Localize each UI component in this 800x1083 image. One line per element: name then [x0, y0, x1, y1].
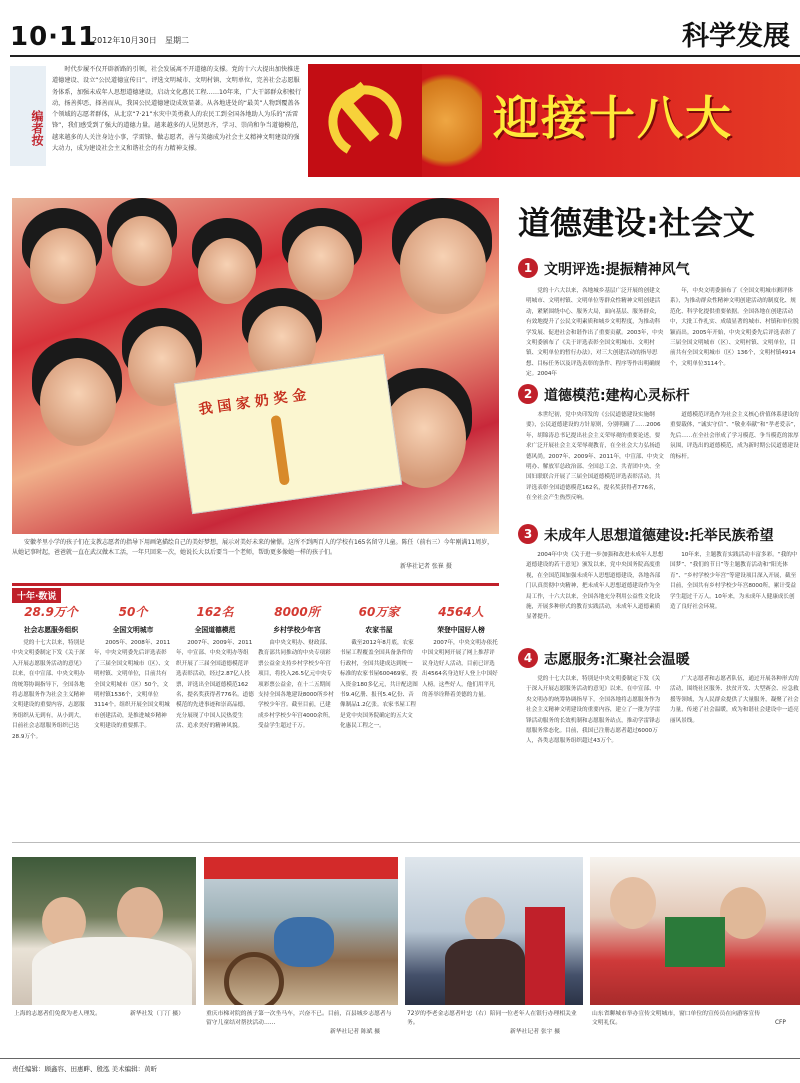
- photo-civility-credit: CFP: [775, 1020, 786, 1026]
- photo-bank: [405, 857, 583, 1005]
- photo-bank-credit: 新华社记者 张宇 摄: [510, 1029, 561, 1035]
- footer-rule: [0, 1058, 800, 1059]
- section-title: 志愿服务:汇聚社会温暖: [544, 652, 690, 668]
- drawing-sign-text: 我 国 家 奶 奖 金: [197, 387, 308, 419]
- section-4-heading: [518, 648, 800, 670]
- editor-note-label: 编者按: [10, 66, 46, 166]
- masthead: [0, 0, 800, 58]
- section-3-col-1: 2004年中央《关于进一步加强和改进未成年人思想道德建设的若干意见》颁发以来，党中央国务院高度重视，在全国范围加强未成年人思想道德建设，各地各部门认真贯彻中央精神，把未成年人思想道德建设作为全局工作，十六大以来，全国各地充分利用公益性文化设施，开展多种形式的教育实践活动，未成年人道德素质显著提升。: [526, 552, 664, 621]
- photo-bank-caption: 72岁的李老金志愿者叶忠（右）陪同一位老年人在银行办理相关业务。: [407, 1011, 577, 1026]
- section-1-col-1: 党的十六大以来，各地城乡基层广泛开展的创建文明城市、文明村镇、文明单位等群众性精神文明创建活动，紧紧围绕中心、服务大局，面向基层、服务群众，有效地提升了公民文明素质和城乡文明程度，为推动科学发展、促进社会和谐作出了重要贡献。2003年，中央文明委颁布了《关于评选表彰全国文明城市、文明村镇、文明单位的暂行办法》，对三大创建活动的指导思想、目标任务以及评选表彰的条件、程序等作出明确规定。2004年: [526, 288, 664, 378]
- section-3-heading: [518, 524, 800, 546]
- section-title: 文明评选:提振精神风气: [544, 262, 690, 278]
- section-3-col-2: 10年来，主题教育实践活动丰富多彩。“我的中国梦”、“我们的节日”等主题教育活动和“阳光体育”、“乡村学校少年宫”等建设项目深入开展，截至目前，全国共有乡村学校少年宫8000所，累计受益学生超过千万人。10年来，为未成年人健康成长创造了良好社会环境。: [670, 552, 798, 611]
- stat-item: [12, 603, 90, 833]
- stats-title-label: 十年·数说: [12, 588, 61, 603]
- stat-item: [94, 603, 172, 833]
- banner-glow: [422, 64, 482, 177]
- stat-value: 8000所: [274, 605, 320, 619]
- section-title: 科学发展: [682, 21, 790, 52]
- stat-value: 50个: [118, 605, 148, 619]
- stat-value: 162名: [196, 605, 234, 619]
- section-number-badge: 4: [518, 648, 538, 668]
- party-flag-image: [308, 64, 422, 177]
- stat-label: 社会志愿服务组织: [23, 626, 79, 634]
- stat-item: [258, 603, 336, 833]
- photo-civility: [590, 857, 800, 1005]
- issue-date: 2012年10月30日: [92, 36, 157, 45]
- section-number-badge: 1: [518, 258, 538, 278]
- stats-heading: [12, 583, 499, 600]
- stat-text: 2005年、2008年、2011年，中央文明委先后评选表彰了三届全国文明城市（区）、文明村镇、文明单位，目前共有全国文明城市（区）50个，文明村镇1536个，文明单位3114个。组织开展全国文明城市创建活动，是推进城乡精神文明建设的重要抓手。: [94, 640, 171, 730]
- stat-label: 荣登中国好人榜: [437, 626, 485, 634]
- section-4-col-1: 党的十七大以来，特别是中央文明委制定下发《关于深入开展志愿服务活动的意见》以来，在中宣部、中央文明办的统筹协调指导下，全国各地将志愿服务作为社会主义精神文明建设的重要内容，建立了一批为学雷锋活动服务的长效机制和志愿服务站点，推动学雷锋志愿服务常态化。目前，我国已注册志愿者超过6000万人，各类志愿服务组织超过43万个。: [526, 676, 661, 745]
- drawing-sheet: [174, 354, 402, 514]
- main-photo: [12, 198, 499, 534]
- section-title: 未成年人思想道德建设:托举民族希望: [544, 528, 774, 544]
- hammer-sickle-icon: [308, 64, 422, 177]
- section-2-heading: [518, 384, 800, 406]
- photo-haircut-caption: 上海的志愿者们免费为老人理发。: [14, 1011, 101, 1017]
- page-number: 10·11: [10, 22, 98, 52]
- stat-value: 28.9万个: [24, 605, 78, 619]
- stat-label: 全国文明城市: [112, 626, 154, 634]
- photo-haircut: [12, 857, 196, 1005]
- section-1-heading: [518, 258, 800, 280]
- photo-horse-cart-credit: 新华社记者 陈斌 摄: [330, 1029, 381, 1035]
- section-2-col-2: 道德模范评选作为社会主义核心价值体系建设的重要载体，“诚实守信”、“敬业奉献”和“孝老爱亲”，先后……在全社会形成了学习模范、争当模范的浓厚氛围，评选出的道德模范，成为新时期公民道德建设的标杆。: [670, 412, 800, 460]
- section-number-badge: 3: [518, 524, 538, 544]
- photo-haircut-credit: 新华社发（丁汀 摄）: [130, 1011, 185, 1017]
- main-photo-credit: 新华社记者 张崔 摄: [400, 563, 452, 570]
- photo-horse-cart-caption: 重庆市梯对院的孩子第一次坐马车，兴奋不已。目前，百县城乡志愿者与留守儿童结对帮扶活动……: [206, 1011, 392, 1026]
- stat-value: 60万家: [358, 605, 400, 619]
- stat-item: [340, 603, 418, 833]
- stat-label: 农家书屋: [365, 626, 393, 634]
- congress-banner: [308, 64, 800, 177]
- stat-text: 2007年、2009年、2011年，中宣部、中央文明办等组织开展了三届全国道德模范评选表彰活动，经过2.87亿人投票，评选出全国道德模范162名，提名奖获得者776名。道德模范的先进事迹和崇高品德，充分展现了中国人民热爱生活、追求美好的精神风貌。: [176, 640, 254, 730]
- section-1-col-2: 年，中央文明委颁布了《全国文明城市测评体系》，为推动群众性精神文明创建活动的制度化、规范化、科学化提供重要依据。全国各地在创建活动中，大批工作扎实、成绩显著的城市、村镇和单位脱颖而出。2005年开始，中央文明委先后评选表彰了三届全国文明城市（区）、文明村镇、文明单位，目前共有全国文明城市（区）136个，文明村镇4914个，文明单位3114个。: [670, 288, 799, 367]
- stat-text: 2007年，中央文明办依托中国文明网开展了网上推荐评议身边好人活动，目前已评选出4564名身边好人登上中国好人榜。这些好人，他们用平凡的善举诠释着美德的力量。: [422, 640, 498, 699]
- photo-horse-cart: [204, 857, 398, 1005]
- stat-item: [176, 603, 254, 833]
- stat-value: 4564人: [438, 605, 484, 619]
- editor-note-text: 时代步履不仅开辟新路的引领，社会发展离不开道德的支撑。党的十六大提出加快推进道德建设、设立“公民道德宣传日”、评选文明城市、文明村镇、文明单位，完善社会志愿服务体系，加强未成年人思想道德建设，启动文化惠民工程……10年来，广大干部群众积极行动，扬善抑恶，择善而从，我国公民道德建设成效显著。从各地进处的“最美”人物到覆盖各个领域的志愿者群体，从北京“7·21”水灾中美勇救人的农民工到全国各地助人为乐的“活雷锋”，我们感受到了强大的道德力量。越来越多的人见贤思齐，学习、崇尚和争当道德模范，越来越多的人关注身边小事，学雷锋、做志愿者，善与美德成为社会主义精神文明建设的强大动力，成为建设社会主义和谐社会的有力精神支撑。: [52, 66, 303, 153]
- stat-label: 乡村学校少年宫: [273, 626, 321, 634]
- stat-text: 由中央文明办、财政部、教育部共同推动的中央专项彩票公益金支持乡村学校少年宫项目，将投入26.5亿元中央专项彩票公益金，在十二五期间支持全国各地建设8000所乡村学校少年宫。截至目前，已建成乡村学校少年宫4000余所，受益学生超过千万。: [258, 640, 334, 730]
- section-2-col-1: 本世纪初，党中央印发的《公民道德建设实施纲要》，公民道德建设的方针原则，分别明确了……2006年，胡锦涛总书记提出社会主义荣辱观的重要论述，要求广泛开展社会主义荣辱观教育，在全社会大力弘扬道德风尚。2007年、2009年、2011年，中宣部、中央文明办、解放军总政治部、全国总工会、共青团中央、全国妇联联合开展了三届全国道德模范评选表彰活动，共评选表彰全国道德模范162名，提名奖获得者776名，在全社会产生热烈反响。: [526, 412, 664, 502]
- issue-weekday: 星期二: [165, 36, 189, 45]
- main-photo-caption: 安徽孝里小学的孩子们在支教志愿者的指导下用画笔描绘自己的美好梦想，展示对美好未来的憧憬。这所不到两百人的学校有165名留守儿童。陈任（前右三）今年刚满11周岁，从她记事时起，爸爸就一直在武汉做木工活，一年只回来一次，她说长大以后要当一个老师，帮助更多像她一样的孩子们。: [12, 539, 494, 556]
- photo-civility-caption: 山东省聊城市举办宣传文明城市，窗口单位的宣传员在向游客宣传文明礼仪。: [592, 1011, 761, 1026]
- masthead-rule: [10, 55, 800, 57]
- article-headline: 道德建设:社会文: [518, 204, 755, 242]
- section-title: 道德模范:建构心灵标杆: [544, 388, 690, 404]
- stat-text: 截至2012年8月底，农家书屋工程覆盖全国具备条件的行政村，全国共建成达到统一标准的农家书屋600469家，投入资金180多亿元，共计配送图书9.4亿册、报刊5.4亿份、音像制品1.2亿张。农家书屋工程是党中央国务院确定的五大文化惠民工程之一。: [340, 640, 418, 730]
- stat-label: 全国道德模范: [194, 626, 236, 634]
- stat-text: 党的十七大以来，特别是中央文明委制定下发《关于深入开展志愿服务活动的意见》以来，在中宣部、中央文明办的统筹协调指导下，全国各地将志愿服务作为社会主义精神文明建设的重要内容，志愿服务组织从无到有，从小到大，目前社会志愿服务组织已达28.9万个。: [12, 640, 85, 740]
- section-4-col-2: 广大志愿者和志愿者队伍，通过开展各种形式的活动，围绕社区服务、扶贫开发、大型赛会、应急救援等领域，为人民群众提供了大量服务，凝聚了社会力量，传递了社会温暖，成为和谐社会建设中一道亮丽风景线。: [670, 676, 799, 724]
- section-number-badge: 2: [518, 384, 538, 404]
- banner-title: 迎接十八大: [493, 91, 733, 145]
- footer-editors: 责任编辑：顾鑫容、田惠畔、殷泓 美术编辑：黄昕: [12, 1065, 158, 1073]
- stat-item: [422, 603, 500, 833]
- divider: [12, 842, 800, 843]
- drawn-figure: [270, 415, 290, 486]
